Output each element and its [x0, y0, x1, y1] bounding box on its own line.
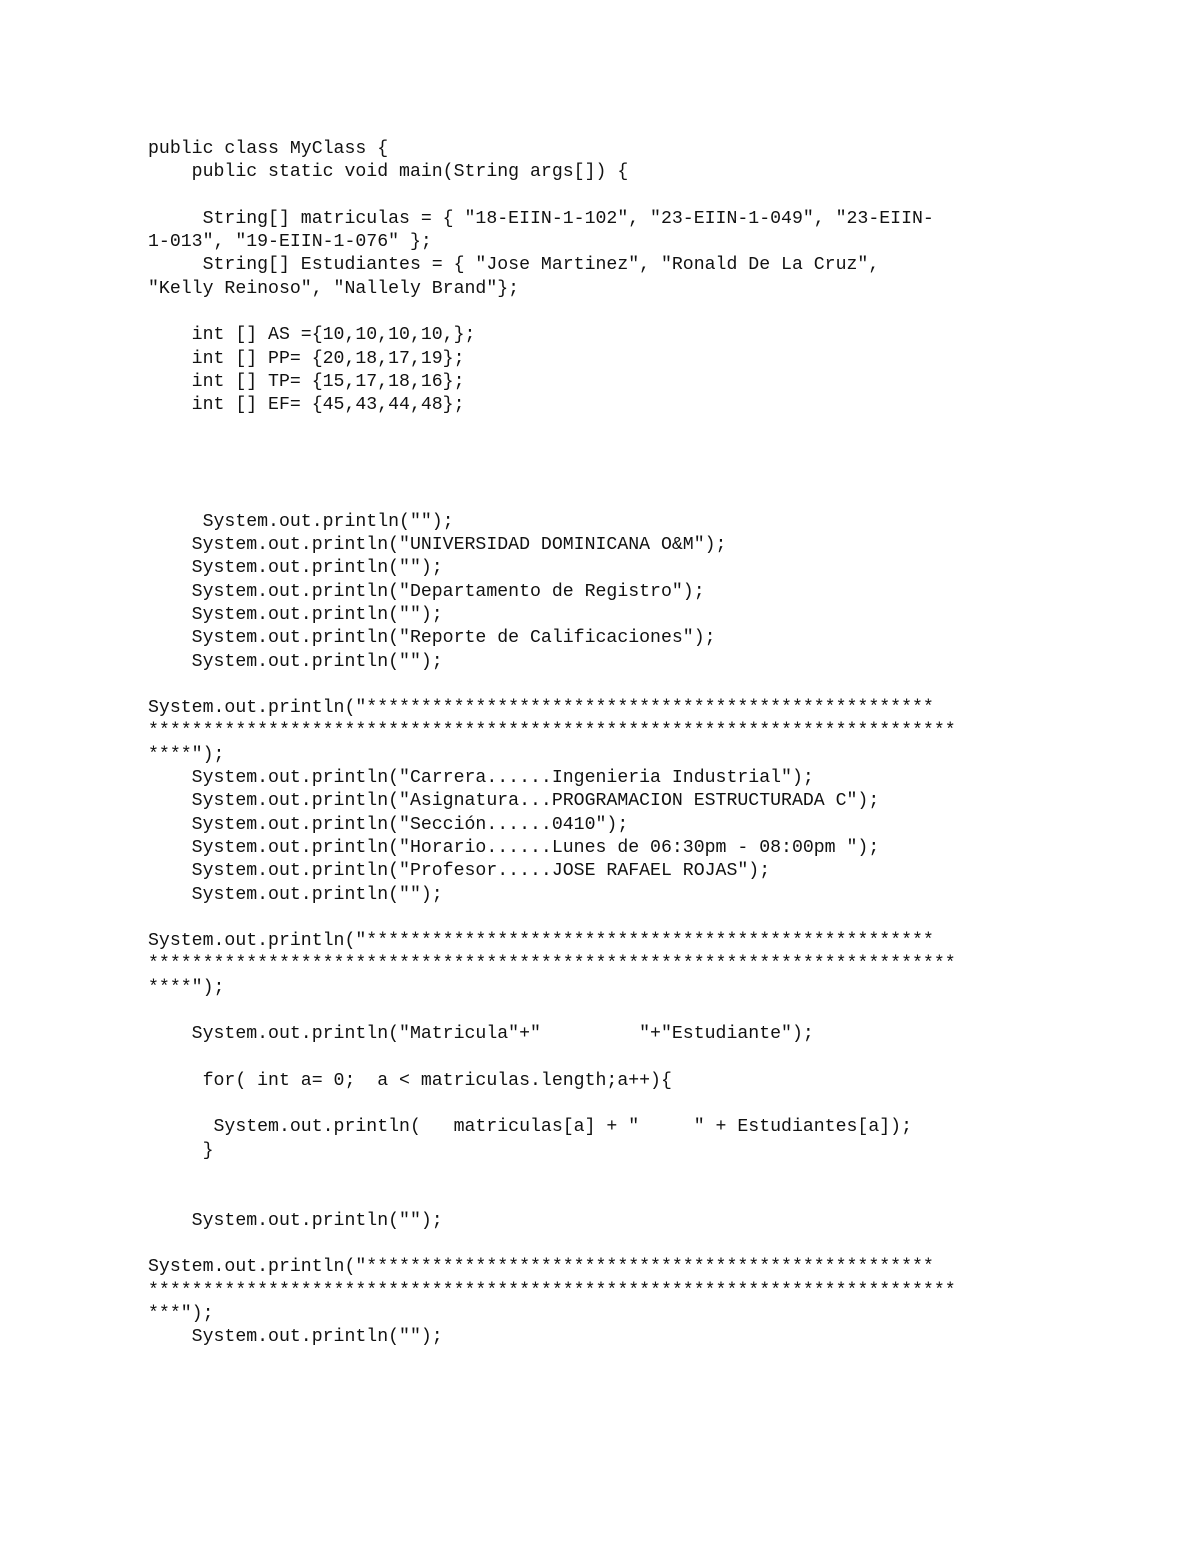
- code-line: [148, 441, 1058, 464]
- code-line: System.out.println("Carrera......Ingenieria Industrial");: [148, 768, 814, 789]
- code-line: System.out.println( matriculas[a] + " " + Estudiantes[a]);: [148, 1117, 912, 1138]
- code-line: [148, 907, 1058, 930]
- code-line: [148, 1047, 1058, 1070]
- code-line: System.out.println("****************************************************: [148, 698, 934, 719]
- code-line: System.out.println("Asignatura...PROGRAMACION ESTRUCTURADA C");: [148, 791, 880, 812]
- code-line: **************************************************************************: [148, 954, 956, 975]
- code-line: System.out.println("Reporte de Calificaciones");: [148, 628, 716, 649]
- code-line: ****");: [148, 744, 225, 765]
- code-line: [148, 1163, 1058, 1186]
- code-line: [148, 1093, 1058, 1116]
- code-line: String[] matriculas = { "18-EIIN-1-102", "23-EIIN-1-049", "23-EIIN-: [148, 208, 934, 229]
- code-line: **************************************************************************: [148, 1280, 956, 1301]
- code-line: System.out.println("Departamento de Registro");: [148, 581, 705, 602]
- code-line: [148, 418, 1058, 441]
- code-line: [148, 1186, 1058, 1209]
- code-line: [148, 487, 1058, 510]
- code-line: for( int a= 0; a < matriculas.length;a++){: [148, 1070, 672, 1091]
- code-line: System.out.println("");: [148, 604, 443, 625]
- code-line: System.out.println("");: [148, 651, 443, 672]
- code-line: [148, 1000, 1058, 1023]
- code-line: [148, 185, 1058, 208]
- code-line: System.out.println("****************************************************: [148, 931, 934, 952]
- code-line: [148, 464, 1058, 487]
- code-line: 1-013", "19-EIIN-1-076" };: [148, 232, 432, 253]
- code-line: **************************************************************************: [148, 721, 956, 742]
- code-line: System.out.println("");: [148, 1327, 443, 1348]
- code-line: "Kelly Reinoso", "Nallely Brand"};: [148, 278, 520, 299]
- code-line: System.out.println("");: [148, 1210, 443, 1231]
- code-line: int [] TP= {15,17,18,16};: [148, 371, 465, 392]
- code-line: }: [148, 1140, 214, 1161]
- code-line: System.out.println("Horario......Lunes de 06:30pm - 08:00pm ");: [148, 837, 880, 858]
- code-line: ****");: [148, 977, 225, 998]
- code-line: System.out.println("****************************************************: [148, 1257, 934, 1278]
- code-line: int [] EF= {45,43,44,48};: [148, 395, 465, 416]
- code-line: String[] Estudiantes = { "Jose Martinez", "Ronald De La Cruz",: [148, 255, 880, 276]
- code-block: [148, 138, 1058, 1349]
- code-line: [148, 674, 1058, 697]
- code-line: System.out.println("");: [148, 558, 443, 579]
- code-line: int [] PP= {20,18,17,19};: [148, 348, 465, 369]
- code-line: int [] AS ={10,10,10,10,};: [148, 325, 476, 346]
- code-line: System.out.println("Matricula"+" "+"Estudiante");: [148, 1024, 814, 1045]
- code-line: System.out.println("Sección......0410");: [148, 814, 629, 835]
- code-line: System.out.println("UNIVERSIDAD DOMINICANA O&M");: [148, 535, 727, 556]
- code-line: public class MyClass {: [148, 139, 389, 159]
- code-line: [148, 1233, 1058, 1256]
- code-line: System.out.println("Profesor.....JOSE RAFAEL ROJAS");: [148, 861, 771, 882]
- code-line: System.out.println("");: [148, 511, 454, 532]
- code-line: ***");: [148, 1303, 214, 1324]
- code-line: [148, 301, 1058, 324]
- code-line: public static void main(String args[]) {: [148, 162, 629, 183]
- code-line: System.out.println("");: [148, 884, 443, 905]
